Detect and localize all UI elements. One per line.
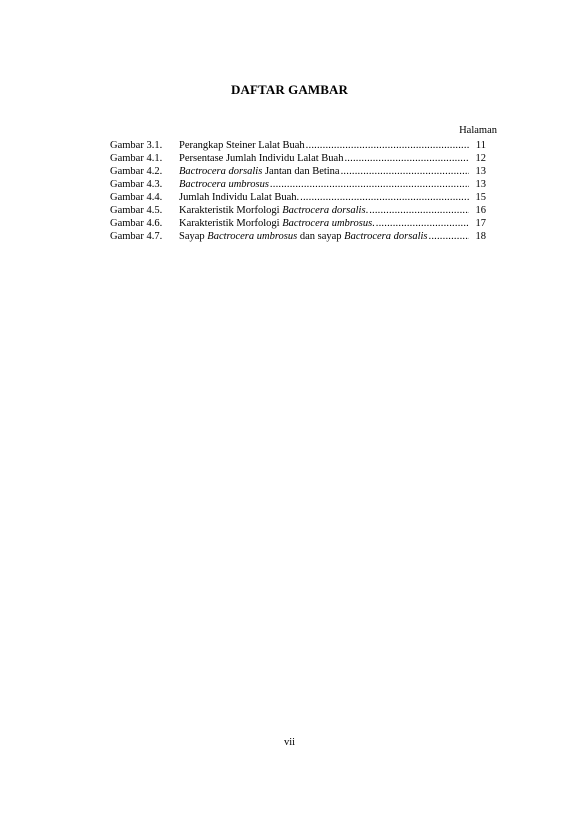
dot-leader: [270, 178, 469, 191]
figure-caption-line: [179, 230, 472, 243]
caption-text: Jantan dan Betina: [262, 166, 340, 177]
figure-caption-line: [179, 191, 472, 204]
caption-text: dan sayap: [297, 231, 345, 242]
figure-caption-line: [179, 165, 472, 178]
dot-leader: [306, 139, 469, 152]
caption-italic-text: Bactrocera dorsalis: [282, 205, 366, 216]
figure-page-number: 13: [475, 179, 486, 190]
figure-caption-line: [179, 139, 472, 152]
figure-entry: [110, 191, 486, 204]
figure-list: [110, 139, 486, 243]
page-number: vii: [283, 737, 296, 748]
halaman-label: Halaman: [459, 125, 497, 136]
figure-entry: [110, 152, 486, 165]
figure-number: Gambar 4.3.: [110, 179, 163, 190]
figure-number: Gambar 4.4.: [110, 192, 163, 203]
figure-caption: [179, 230, 428, 243]
dot-leader: [300, 191, 469, 204]
figure-caption-line: [179, 217, 472, 230]
caption-text: .: [372, 218, 375, 229]
caption-italic-text: Bactrocera dorsalis: [179, 166, 263, 177]
figure-caption-line: [179, 152, 472, 165]
caption-italic-text: Bactrocera umbrosus: [179, 179, 269, 190]
figure-entry: [110, 230, 486, 243]
figure-page-number: 11: [475, 140, 486, 151]
figure-number: Gambar 3.1.: [110, 140, 163, 151]
figure-entry: [110, 139, 486, 152]
figure-caption: [179, 178, 269, 191]
caption-italic-text: Bactrocera dorsalis: [344, 231, 428, 242]
figure-caption-line: [179, 204, 472, 217]
figure-caption: [179, 165, 340, 178]
figure-number: Gambar 4.5.: [110, 205, 163, 216]
caption-text: .: [365, 205, 369, 216]
figure-entry: [110, 204, 486, 217]
caption-text: Sayap: [179, 231, 208, 242]
figure-number: Gambar 4.2.: [110, 166, 163, 177]
figure-page-number: 17: [475, 218, 486, 229]
figure-caption: [179, 139, 305, 152]
figure-page-number: 15: [475, 192, 486, 203]
figure-number: Gambar 4.1.: [110, 153, 163, 164]
figure-caption-line: [179, 178, 472, 191]
caption-italic-text: Bactrocera umbrosus: [207, 231, 298, 242]
dot-leader: [344, 152, 469, 165]
figure-page-number: 18: [475, 231, 486, 242]
caption-italic-text: Bactrocera umbrosus: [282, 218, 373, 229]
figure-number: Gambar 4.6.: [110, 218, 163, 229]
page-title: DAFTAR GAMBAR: [231, 82, 348, 97]
dot-leader: [369, 204, 469, 217]
figure-entry: [110, 178, 486, 191]
figure-caption: [179, 204, 368, 217]
figure-caption: [179, 217, 375, 230]
figure-entry: [110, 165, 486, 178]
caption-text: Jumlah Individu Lalat Buah.: [179, 192, 300, 203]
figure-page-number: 13: [475, 166, 486, 177]
dot-leader: [376, 217, 469, 230]
figure-entry: [110, 217, 486, 230]
dot-leader: [429, 230, 470, 243]
caption-text: Karakteristik Morfologi: [179, 205, 283, 216]
figure-caption: [179, 191, 299, 204]
caption-text: Persentase Jumlah Individu Lalat Buah: [179, 153, 344, 164]
figure-page-number: 12: [475, 153, 486, 164]
figure-page-number: 16: [475, 205, 486, 216]
dot-leader: [341, 165, 469, 178]
caption-text: Karakteristik Morfologi: [179, 218, 283, 229]
figure-caption: [179, 152, 343, 165]
figure-number: Gambar 4.7.: [110, 231, 163, 242]
caption-text: Perangkap Steiner Lalat Buah: [179, 140, 305, 151]
